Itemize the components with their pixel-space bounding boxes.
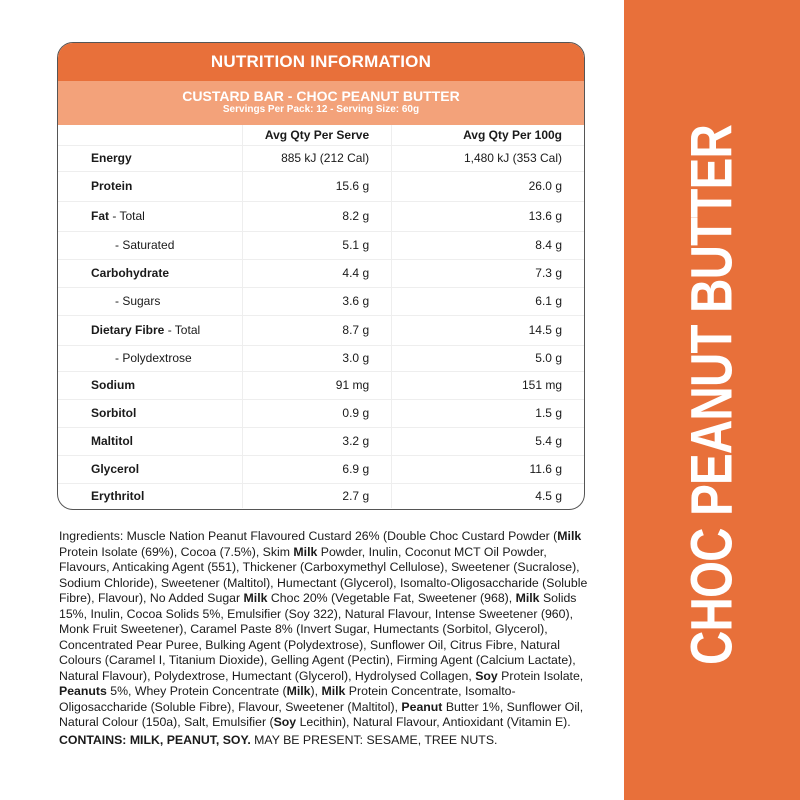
- ingredient-text: Protein Isolate (69%), Cocoa (7.5%), Skim: [59, 544, 294, 559]
- per-100g-value: 1.5 g: [392, 399, 584, 427]
- per-serve-value: 6.9 g: [242, 455, 391, 483]
- per-serve-value: 3.6 g: [242, 287, 391, 315]
- per-serve-value: 3.0 g: [242, 345, 391, 371]
- nutrient-name: Maltitol: [58, 427, 242, 455]
- column-header-per-serve: Avg Qty Per Serve: [242, 125, 391, 145]
- allergen-highlight: Milk: [286, 684, 311, 698]
- table-row: [58, 483, 584, 508]
- per-100g-value: 6.1 g: [392, 287, 584, 315]
- per-serve-value: 15.6 g: [242, 171, 391, 201]
- table-row: [58, 145, 584, 171]
- ingredient-text: Butter 1%, Sunflower Oil, Natural Colour (150a), Salt, Emulsifier (: [59, 699, 584, 729]
- nutrition-table: [58, 125, 584, 508]
- per-100g-value: 4.5 g: [392, 483, 584, 508]
- allergen-statement: [59, 733, 599, 748]
- nutrient-name: Dietary Fibre - Total: [58, 315, 242, 345]
- ingredient-text: Powder, Inulin, Coconut MCT Oil Powder, Flavours, Anticaking Agent (551), Thickener (Carboxymethyl Cellulose), Sweetener (Sucralose), Sodium Chloride), Sweetener (Maltitol), Humectant (Glycerol), Isomalto-Oligosaccharide (Soluble Fibre), Flavour), No Added Sugar: [59, 544, 588, 605]
- allergen-highlight: Soy: [273, 715, 297, 729]
- per-serve-value: 0.9 g: [242, 399, 391, 427]
- nutrient-name: Energy: [58, 145, 242, 171]
- per-100g-value: 8.4 g: [392, 231, 584, 259]
- per-serve-value: 91 mg: [242, 371, 391, 399]
- nutrient-name: - Sugars: [58, 287, 242, 315]
- per-serve-value: 3.2 g: [242, 427, 391, 455]
- nutrient-name: Erythritol: [58, 483, 242, 508]
- table-row: [58, 455, 584, 483]
- allergen-highlight: Milk: [515, 591, 540, 605]
- per-serve-value: 4.4 g: [242, 259, 391, 287]
- column-header-nutrient: [58, 125, 242, 145]
- ingredient-text: Solids 15%, Inulin, Cocoa Solids 5%, Emulsifier (Soy 322), Natural Flavour, Intense Sweetener (960), Monk Fruit Sweetener), Caramel Paste 8% (Invert Sugar, Humectants (Sorbitol, Glycerol), Concentrated Pear Puree, Bulking Agent (Polydextrose), Sunflower Oil, Citrus Fibre, Natural Colours (Caramel I, Titanium Dioxide), Gelling Agent (Pectin), Firming Agent (Calcium Lactate), Natural Flavour), Polydextrose, Humectant (Glycerol), Hydrolysed Collagen,: [59, 591, 577, 683]
- allergen-highlight: Peanut: [401, 699, 443, 714]
- per-serve-value: 5.1 g: [242, 231, 391, 259]
- per-100g-value: 14.5 g: [392, 315, 584, 345]
- allergen-may-contain: MAY BE PRESENT: SESAME, TREE NUTS.: [250, 733, 498, 747]
- table-row: [58, 287, 584, 315]
- product-name: CUSTARD BAR - CHOC PEANUT BUTTER: [182, 88, 460, 104]
- nutrient-name: Fat - Total: [58, 201, 242, 231]
- per-serve-value: 2.7 g: [242, 483, 391, 508]
- serving-info: Servings Per Pack: 12 - Serving Size: 60g: [222, 104, 420, 115]
- per-serve-value: 8.7 g: [242, 315, 391, 345]
- nutrient-name: Carbohydrate: [58, 259, 242, 287]
- per-100g-value: 13.6 g: [392, 201, 584, 231]
- nutrient-name: - Polydextrose: [58, 345, 242, 371]
- table-header-row: [58, 125, 584, 145]
- table-row: [58, 171, 584, 201]
- per-100g-value: 1,480 kJ (353 Cal): [392, 145, 584, 171]
- nutrient-name: - Saturated: [58, 231, 242, 259]
- per-100g-value: 26.0 g: [392, 171, 584, 201]
- allergen-highlight: Milk: [293, 544, 318, 559]
- allergen-highlight: Milk: [557, 529, 582, 543]
- table-row: [58, 371, 584, 399]
- ingredient-text: Lecithin), Natural Flavour, Antioxidant (Vitamin E).: [296, 715, 571, 729]
- allergen-highlight: Soy: [475, 668, 498, 683]
- column-header-per-100g: Avg Qty Per 100g: [463, 127, 562, 142]
- nutrient-name: Glycerol: [58, 455, 242, 483]
- table-row: [58, 315, 584, 345]
- allergen-contains: CONTAINS: MILK, PEANUT, SOY.: [59, 733, 251, 747]
- per-serve-value: 885 kJ (212 Cal): [242, 145, 391, 171]
- ingredient-text: Protein Concentrate, Isomalto-Oligosaccharide (Soluble Fibre), Flavour, Sweetener (Maltitol),: [59, 684, 516, 714]
- side-banner: [624, 0, 800, 800]
- per-serve-value: 8.2 g: [242, 201, 391, 231]
- table-row: [58, 259, 584, 287]
- side-banner-text: CHOC PEANUT BUTTER: [679, 124, 745, 666]
- ingredients-text: [59, 529, 599, 731]
- per-100g-value: 151 mg: [392, 371, 584, 399]
- table-row: [58, 231, 584, 259]
- allergen-highlight: Milk: [243, 591, 268, 605]
- table-row: [58, 201, 584, 231]
- per-100g-value: 5.4 g: [392, 427, 584, 455]
- nutrient-name: Sodium: [58, 371, 242, 399]
- product-header: [58, 81, 584, 125]
- per-100g-value: 7.3 g: [392, 259, 584, 287]
- ingredient-text: Choc 20% (Vegetable Fat, Sweetener (968),: [267, 591, 516, 605]
- ingredient-text: Ingredients: Muscle Nation Peanut Flavoured Custard 26% (Double Choc Custard Powder (: [59, 529, 558, 543]
- allergen-highlight: Milk: [321, 684, 346, 698]
- table-row: [58, 427, 584, 455]
- allergen-highlight: Peanuts: [59, 684, 107, 698]
- nutrient-name: Protein: [58, 171, 242, 201]
- table-row: [58, 345, 584, 371]
- nutrient-name: Sorbitol: [58, 399, 242, 427]
- nutrition-title: NUTRITION INFORMATION: [58, 43, 584, 81]
- per-100g-value: 5.0 g: [392, 345, 584, 371]
- per-100g-value: 11.6 g: [392, 455, 584, 483]
- ingredient-text: ),: [310, 684, 322, 698]
- nutrition-information-panel: [57, 42, 585, 510]
- table-row: [58, 399, 584, 427]
- ingredient-text: 5%, Whey Protein Concentrate (: [106, 684, 287, 698]
- ingredient-text: Protein Isolate,: [497, 668, 584, 683]
